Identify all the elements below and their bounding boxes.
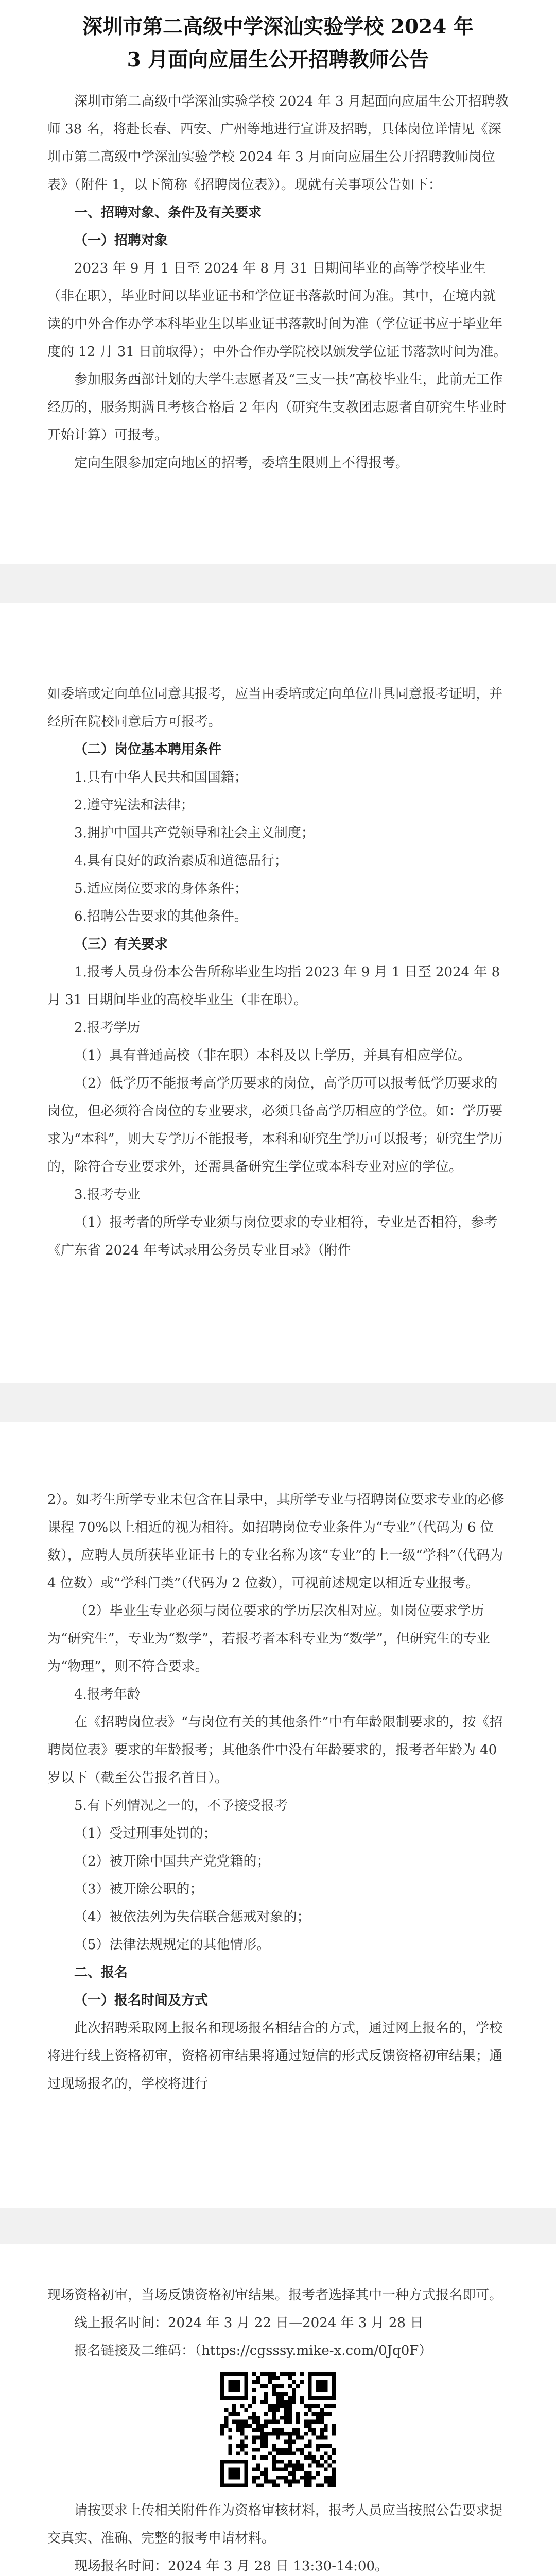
paragraph: （2）低学历不能报考高学历要求的岗位，高学历可以报考低学历要求的岗位，但必须符合岗位的专业要求，必须具备高学历相应的学位。如：学历要求为“本科”，则大专学历不能报考，本科和研究生学历可以报考；研究生学历的，除符合专业要求外，还需具备研究生学位或本科专业对应的学位。 bbox=[47, 1076, 503, 1175]
list-item: 3.拥护中国共产党领导和社会主义制度； bbox=[74, 825, 315, 841]
paragraph: 线上报名时间：2024 年 3 月 22 日—2024 年 3 月 28 日 bbox=[74, 2315, 424, 2331]
subsection-heading: （一）报名时间及方式 bbox=[74, 1993, 208, 2008]
list-item: 2.遵守宪法和法律； bbox=[74, 798, 194, 813]
list-item: （1）受过刑事处罚的； bbox=[74, 1826, 217, 1841]
paragraph: （2）毕业生专业必须与岗位要求的学历层次相对应。如岗位要求学历为“研究生”，专业为“数学”，若报考者本科专业为“数学”，但研究生的专业为“物理”，则不符合要求。 bbox=[47, 1603, 490, 1674]
qr-code-image bbox=[220, 2372, 336, 2487]
registration-link[interactable]: https://cgsssy.mike-x.com/0Jq0F bbox=[201, 2343, 419, 2359]
paragraph: （1）具有普通高校（非在职）本科及以上学历，并具有相应学位。 bbox=[74, 1048, 471, 1063]
paragraph: 现场资格初审，当场反馈资格初审结果。报考者选择其中一种方式报名即可。 bbox=[47, 2287, 503, 2303]
paragraph: 请按要求上传相关附件作为资格审核材料，报考人员应当按照公告要求提交真实、准确、完整的报考申请材料。 bbox=[47, 2503, 503, 2546]
paragraph: 参加服务西部计划的大学生志愿者及“三支一扶”高校毕业生，此前无工作经历的，服务期满且考核合格后 2 年内（研究生支教团志愿者自研究生毕业时开始计算）可报考。 bbox=[47, 372, 507, 443]
paragraph: 2.报考学历 bbox=[74, 1020, 141, 1036]
section-heading: 二、报名 bbox=[74, 1965, 128, 1980]
section-heading: 一、招聘对象、条件及有关要求 bbox=[74, 205, 262, 221]
paragraph: 4.报考年龄 bbox=[74, 1687, 141, 1702]
registration-link-line bbox=[47, 2337, 509, 2365]
paragraph: 5.有下列情况之一的，不予接受报考 bbox=[74, 1798, 288, 1814]
subsection-heading: （三）有关要求 bbox=[74, 937, 168, 952]
paragraph: 此次招聘采取网上报名和现场报名相结合的方式，通过网上报名的，学校将进行线上资格初审，资格初审结果将通过短信的形式反馈资格初审结果；通过现场报名的，学校将进行 bbox=[47, 2021, 503, 2092]
list-item: （2）被开除中国共产党党籍的； bbox=[74, 1854, 270, 1869]
list-item: 4.具有良好的政治素质和道德品行； bbox=[74, 853, 288, 869]
list-item: 1.具有中华人民共和国国籍； bbox=[74, 770, 248, 785]
paragraph: 1.报考人员身份本公告所称毕业生均指 2023 年 9 月 1 日至 2024 年 8 月 31 日期间毕业的高校毕业生（非在职）。 bbox=[47, 964, 500, 1008]
paragraph: 2023 年 9 月 1 日至 2024 年 8 月 31 日期间毕业的高等学校毕业生（非在职），毕业时间以毕业证书和学位证书落款时间为准。其中，在境内就读的中外合作办学本科毕业生以毕业证书落款时间为准（学位证书应于毕业年度的 12 月 31 日前取得）；中外合作办学院校以颁发学位证书落款时间为准。 bbox=[47, 261, 507, 360]
list-item: （3）被开除公职的； bbox=[74, 1882, 203, 1897]
link-label: 报名链接及二维码：（ bbox=[74, 2343, 202, 2359]
paragraph: 3.报考专业 bbox=[74, 1187, 141, 1202]
list-item: （5）法律法规规定的其他情形。 bbox=[74, 1937, 270, 1953]
page-title bbox=[47, 10, 509, 76]
subsection-heading: （二）岗位基本聘用条件 bbox=[74, 742, 222, 757]
paragraph: 在《招聘岗位表》“与岗位有关的其他条件”中有年龄限制要求的，按《招聘岗位表》要求的年龄报考；其他条件中没有年龄要求的，报考者年龄为 40 岁以下（截至公告报名首日）。 bbox=[47, 1715, 503, 1786]
document-page-3 bbox=[0, 1422, 556, 2208]
title-line-2: 3 月面向应届生公开招聘教师公告 bbox=[127, 48, 429, 72]
list-item: 6.招聘公告要求的其他条件。 bbox=[74, 909, 248, 924]
link-close: ） bbox=[419, 2343, 432, 2359]
document-page-1 bbox=[0, 0, 556, 564]
subsection-heading: （一）招聘对象 bbox=[74, 233, 168, 248]
paragraph: 如委培或定向单位同意其报考，应当由委培或定向单位出具同意报考证明，并经所在院校同意后方可报考。 bbox=[47, 686, 503, 730]
list-item: （4）被依法列为失信联合惩戒对象的； bbox=[74, 1909, 310, 1925]
paragraph: 现场报名时间：2024 年 3 月 28 日 13:30-14:00。 bbox=[74, 2558, 389, 2574]
document-page-2 bbox=[0, 603, 556, 1383]
intro-paragraph: 深圳市第二高级中学深汕实验学校 2024 年 3 月起面向应届生公开招聘教师 38 名，将赴长春、西安、广州等地进行宣讲及招聘，具体岗位详情见《深圳市第二高级中学深汕实验学校 2024 年 3 月面向应届生公开招聘教师岗位表》（附件 1，以下简称《招聘岗位表》）。现就有关事项公告如下： bbox=[47, 94, 509, 193]
document-page-4 bbox=[0, 2244, 556, 2576]
title-line-1: 深圳市第二高级中学深汕实验学校 2024 年 bbox=[82, 15, 474, 39]
paragraph: 2）。如考生所学专业未包含在目录中，其所学专业与招聘岗位要求专业的必修课程 70%以上相近的视为相符。如招聘岗位专业条件为“专业”（代码为 6 位数），应聘人员所获毕业证书上的专业名称为该“专业”的上一级“学科”（代码为 4 位数）或“学科门类”（代码为 2 位数），可视前述规定以相近专业报考。 bbox=[47, 1492, 505, 1591]
list-item: 5.适应岗位要求的身体条件； bbox=[74, 881, 248, 896]
paragraph: （1）报考者的所学专业须与岗位要求的专业相符，专业是否相符，参考《广东省 2024 年考试录用公务员专业目录》（附件 bbox=[47, 1215, 498, 1258]
paragraph: 定向生限参加定向地区的招考，委培生限则上不得报考。 bbox=[74, 455, 409, 471]
